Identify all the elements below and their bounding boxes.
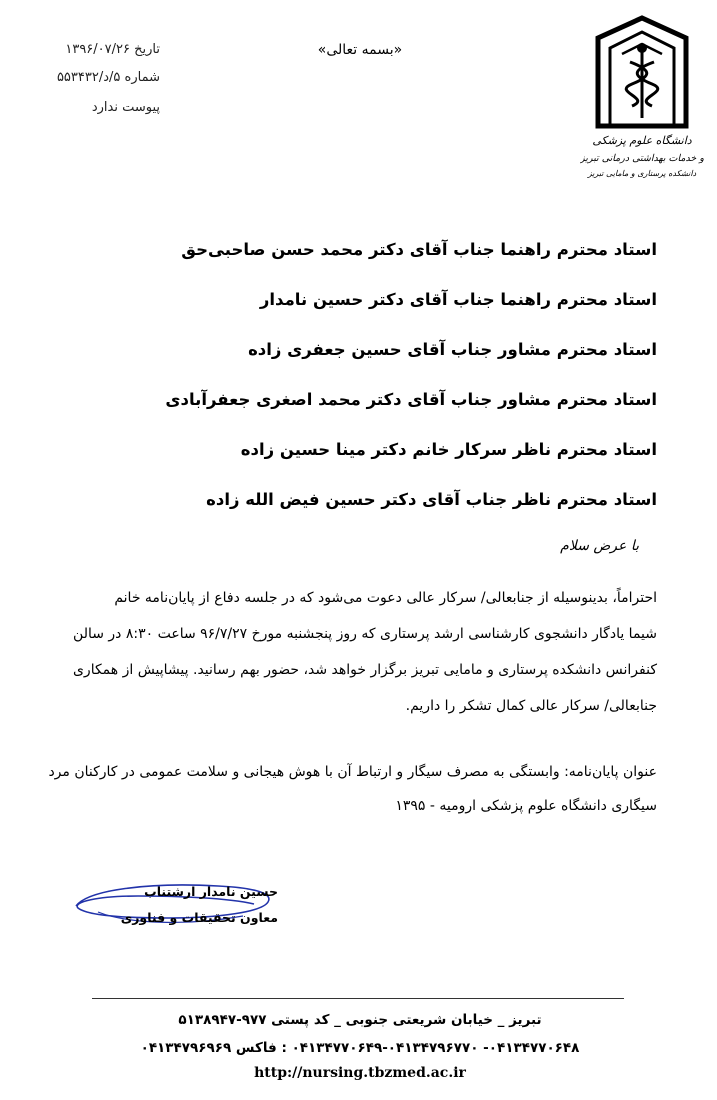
footer-address: تبریز _ خیابان شریعتی جنوبی _ کد پستی ۹۷۷-۵۱۳۸۹۴۷ (178, 1012, 542, 1028)
recipient-line: استاد محترم ناظر جناب آقای دکتر حسین فیض الله زاده (206, 490, 657, 509)
number-value: ۵/د/۵۵۳۴۳۲ (56, 70, 121, 85)
footer-phones: ۰۴۱۳۴۷۷۰۶۴۸- ۰۴۱۳۴۷۷۰۶۴۹-۰۴۱۳۴۷۹۶۷۷۰ : فاکس ۰۴۱۳۴۷۹۶۹۶۹ (140, 1040, 580, 1056)
bismillah-heading: «بسمه تعالی» (317, 42, 403, 58)
body-line: جنابعالی/ سرکار عالی کمال تشکر را داریم. (405, 698, 657, 714)
date-row (30, 42, 160, 57)
greeting: با عرض سلام (560, 538, 639, 554)
recipient-line: استاد محترم مشاور جناب آقای حسین جعفری زاده (248, 340, 657, 359)
date-label: تاریخ (134, 42, 160, 57)
number-row (30, 70, 160, 85)
recipient-line: استاد محترم راهنما جناب آقای دکتر حسین نامدار (259, 290, 657, 309)
signer-title: معاون تحقیقات و فناوری (120, 910, 278, 925)
logo-line3: دانشکده پرستاری و مامایی تبریز (587, 169, 697, 178)
number-label: شماره (124, 70, 160, 85)
date-value: ۱۳۹۶/۰۷/۲۶ (65, 42, 130, 57)
logo-line2: و خدمات بهداشتی درمانی تبریز (580, 153, 704, 164)
body-line: کنفرانس دانشکده پرستاری و مامایی تبریز برگزار خواهد شد، حضور بهم رسانید. پیشاپیش از همکاری (72, 662, 657, 678)
thesis-title-line: عنوان پایان‌نامه: وابستگی به مصرف سیگار و ارتباط آن با هوش هیجانی و سلامت عمومی در کارکنان مرد (48, 764, 657, 780)
thesis-title-line: سیگاری دانشگاه علوم پزشکی ارومیه - ۱۳۹۵ (395, 798, 657, 814)
body-line: شیما یادگار دانشجوی کارشناسی ارشد پرستاری که روز پنجشنبه مورخ ۹۶/۷/۲۷ ساعت ۸:۳۰ در سالن (73, 626, 657, 642)
signer-name: حسین نامدار ارشتناب (144, 884, 278, 899)
footer-divider (92, 998, 624, 999)
university-emblem-icon (580, 14, 705, 184)
attachment-note: پیوست ندارد (91, 100, 160, 115)
body-line: احتراماً، بدینوسیله از جنابعالی/ سرکار عالی دعوت می‌شود که در جلسه دفاع از پایان‌نامه خانم (114, 590, 657, 606)
recipient-line: استاد محترم ناظر سرکار خانم دکتر مینا حسین زاده (240, 440, 657, 459)
logo-line1: دانشگاه علوم پزشکی (592, 134, 692, 147)
recipient-line: استاد محترم راهنما جناب آقای دکتر محمد حسن صاحبی‌حق (181, 240, 657, 259)
handwritten-signature (68, 872, 278, 936)
footer-website-link[interactable]: http://nursing.tbzmed.ac.ir (254, 1065, 466, 1081)
recipient-line: استاد محترم مشاور جناب آقای دکتر محمد اصغری جعفرآبادی (165, 390, 657, 409)
